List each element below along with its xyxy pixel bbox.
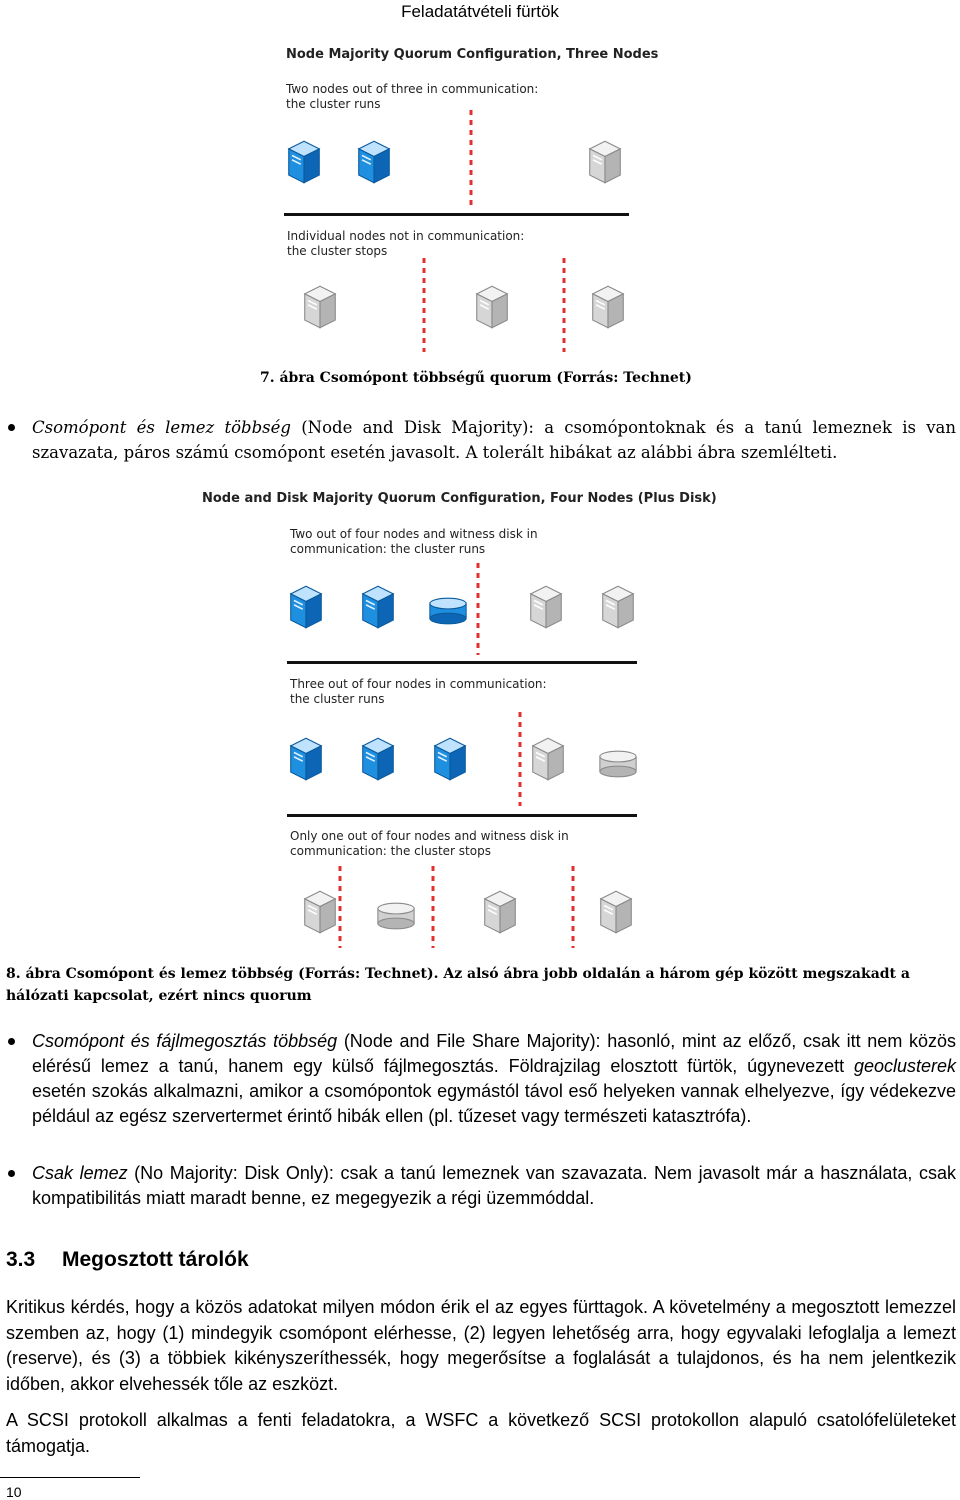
server-icon bbox=[531, 586, 562, 627]
server-icon bbox=[291, 586, 322, 627]
figure-8-caption-1: Two out of four nodes and witness disk in communication: the cluster runs bbox=[290, 527, 538, 556]
figure-7-bottom-caption: Individual nodes not in communication: the cluster stops bbox=[287, 229, 525, 258]
footer-divider bbox=[0, 1477, 140, 1478]
section-number: 3.3 bbox=[6, 1248, 36, 1271]
bullet-text: Csomópont és fájlmegosztás többség (Node and File Share Majority): hasonló, mint az előző, csak itt nem közös elérésű lemez a tanú, hanem egy külső fájlmegosztás. Földrajzilag elosztott fürtök, úgynevezett geoclusterek esetén szokás alkalmazni, amikor a csomópontok egymástól távol eső helyeken vannak elhelyezve, így védekezve például az egész szervertermet érintő hibák ellen (pl. tűzeset vagy természeti katasztrófa). bbox=[32, 1031, 956, 1126]
server-icon bbox=[363, 586, 394, 627]
figure-7-caption: 7. ábra Csomópont többségű quorum (Forrás: Technet) bbox=[260, 370, 692, 386]
disk-icon bbox=[600, 751, 636, 777]
server-icon bbox=[533, 738, 564, 779]
server-icon bbox=[485, 891, 516, 932]
bullet-text: Csak lemez (No Majority: Disk Only): csak a tanú lemeznek van szavazata. Nem javasolt már a használata, csak kompatibilitás miatt maradt benne, ez megegyezik a régi üzemmóddal. bbox=[32, 1163, 956, 1208]
bullet-disk-only bbox=[0, 1161, 960, 1213]
figure-7-top-caption: Two nodes out of three in communication: the cluster runs bbox=[286, 82, 539, 111]
figure-8-caption: 8. ábra Csomópont és lemez többség (Forrás: Technet). Az alsó ábra jobb oldalán a három gép között megszakadt a hálózati kapcsolat, ezért nincs quorum bbox=[6, 966, 910, 1004]
bullet-node-fileshare-majority bbox=[0, 1029, 960, 1157]
server-icon bbox=[363, 738, 394, 779]
figure-8-caption-2: Three out of four nodes in communication: the cluster runs bbox=[290, 677, 547, 706]
disk-icon bbox=[430, 598, 466, 624]
section-title: Megosztott tárolók bbox=[62, 1248, 249, 1271]
bullet-icon bbox=[8, 1038, 15, 1045]
figure-7-title: Node Majority Quorum Configuration, Three Nodes bbox=[286, 47, 659, 62]
server-icon bbox=[601, 891, 632, 932]
bullet-text: Csomópont és lemez többség (Node and Disk Majority): a csomópontoknak és a tanú lemeznek is van szavazata, páros számú csomópont esetén javasolt. A tolerált hibákat az alábbi ábra szemlélteti. bbox=[32, 418, 956, 462]
figure-8-caption-3: Only one out of four nodes and witness disk in communication: the cluster stops bbox=[290, 829, 569, 858]
figure-8-title: Node and Disk Majority Quorum Configuration, Four Nodes (Plus Disk) bbox=[202, 491, 717, 506]
paragraph-1: Kritikus kérdés, hogy a közös adatokat milyen módon érik el az egyes fürttagok. A követelmény a megosztott lemezzel szemben az, hogy (1) mindegyik csomópont elérhesse, (2) legyen lehetőség arra, hogy egyvalaki lefoglalja a lemezt (reserve), és (3) a többiek kikényszeríthessék, hogy megerősítse a foglalását a tulajdonos, és ha nem jelentkezik időben, akkor elvehessék tőle az eszközt. bbox=[6, 1297, 956, 1394]
page-header: Feladatátvételi fürtök bbox=[401, 2, 559, 21]
server-icon bbox=[291, 738, 322, 779]
server-icon bbox=[435, 738, 466, 779]
server-icon bbox=[305, 891, 336, 932]
page-number: 10 bbox=[6, 1484, 22, 1500]
bullet-icon bbox=[8, 1170, 15, 1177]
server-icon bbox=[603, 586, 634, 627]
section-heading bbox=[6, 1248, 249, 1272]
paragraph-2: A SCSI protokoll alkalmas a fenti feladatokra, a WSFC a következő SCSI protokollon alapuló csatolófelületeket támogatja. bbox=[6, 1410, 956, 1456]
disk-icon bbox=[378, 903, 414, 929]
